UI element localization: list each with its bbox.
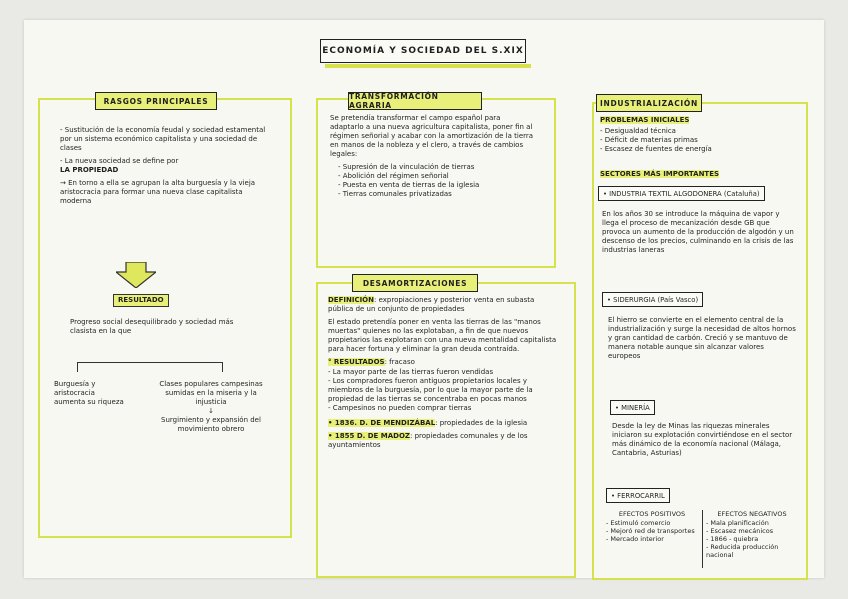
indus-heading-text: INDUSTRIALIZACIÓN xyxy=(600,98,698,108)
desamort-d2-label: • 1855 D. DE MADOZ xyxy=(328,432,410,440)
rasgos-right2: ↓ xyxy=(208,407,214,415)
rasgos-p2: - La nueva sociedad se define por xyxy=(60,157,179,165)
rasgos-right-branch xyxy=(158,380,264,434)
desamort-res-item: - La mayor parte de las tierras fueron vendidas xyxy=(328,368,494,376)
desamort-p2: El estado pretendía poner en venta las tierras de las "manos muertas" quienes no las explotaban, a fin de que nuevos propietarios las explotaran con una nueva mentalidad capitalista para hacer fortuna y eliminar la gran deuda contraída. xyxy=(328,318,557,353)
arrow-down-icon xyxy=(116,262,156,288)
indus-heading xyxy=(596,94,702,112)
resultado-label: RESULTADO xyxy=(113,294,169,307)
efectos-negativos xyxy=(706,510,798,559)
textil-text: En los años 30 se introduce la máquina de vapor y llega el proceso de mecanización desde GB que provoca un aumento de la producción de algodón y un descenso de los precios, culminando en la crisis de las industrias laneras xyxy=(602,210,794,254)
neg-item: - Reducida producción nacional xyxy=(706,543,779,559)
rasgos-right3: Surgimiento y expansión del movimiento obrero xyxy=(161,416,261,433)
mineria-box-text: • MINERÍA xyxy=(615,403,650,412)
agraria-text xyxy=(330,114,536,199)
neg-head: EFECTOS NEGATIVOS xyxy=(717,510,787,518)
desamort-res xyxy=(328,358,558,367)
desamort-res-item: - Campesinos no pueden comprar tierras xyxy=(328,404,472,412)
indus-prob-label: PROBLEMAS INICIALES xyxy=(600,116,690,124)
agraria-item: - Supresión de la vinculación de tierras xyxy=(338,163,475,171)
desamort-res-item: - Los compradores fueron antiguos propietarios locales y miembros de la burguesía, por lo que la mayor parte de la propiedad de las tierras se concentraba en pocas manos xyxy=(328,377,533,403)
tree-line-h xyxy=(77,362,222,363)
neg-item: - Mala planificación xyxy=(706,519,769,527)
agraria-intro: Se pretendía transformar el campo español para adaptarlo a una nueva agricultura capitalista, poner fin al régimen señorial y acabar con la amortización de la tierra en manos de la nobleza y el clero, a través de cambios legales: xyxy=(330,114,534,158)
desamort-text xyxy=(328,296,558,454)
rasgos-left-branch: Burguesía y aristocracia aumenta su riqueza xyxy=(54,380,124,406)
agraria-heading xyxy=(348,92,482,110)
desamort-def xyxy=(328,296,558,314)
indus-prob-item: - Desigualdad técnica xyxy=(600,127,676,135)
pos-item: - Mercado interior xyxy=(606,535,664,543)
siderurgia-text: El hierro se convierte en el elemento central de la industrialización y surge la necesidad de altos hornos y gran cantidad de carbón. Creció y se mantuvo de manera notable aunque sin alcanzar valores europeos xyxy=(608,316,796,360)
desamort-res-label: ° RESULTADOS xyxy=(328,358,385,366)
agraria-item: - Abolición del régimen señorial xyxy=(338,172,449,180)
rasgos-heading-text: RASGOS PRINCIPALES xyxy=(103,96,209,106)
indus-problemas xyxy=(600,116,796,154)
efectos-positivos xyxy=(606,510,698,543)
desamort-d1-text: : propiedades de la iglesia xyxy=(435,419,528,427)
textil-box xyxy=(598,186,765,201)
siderurgia-box-text: • SIDERURGIA (País Vasco) xyxy=(607,295,699,304)
pos-head: EFECTOS POSITIVOS xyxy=(618,510,686,518)
page-title-text: ECONOMÍA Y SOCIEDAD DEL S.XIX xyxy=(322,46,524,56)
desamort-d2 xyxy=(328,432,558,450)
desamort-d1 xyxy=(328,419,558,428)
mineria-text: Desde la ley de Minas las riquezas minerales iniciaron su explotación convirtiéndose en el sector más dinámico de la economía nacional (Málaga, Cantabria, Asturias) xyxy=(612,422,793,457)
efectos-divider xyxy=(702,510,703,568)
pos-item: - Estimuló comercio xyxy=(606,519,671,527)
indus-sectores xyxy=(600,170,719,179)
desamort-heading-text: DESAMORTIZACIONES xyxy=(362,278,468,288)
textil-box-text: • INDUSTRIA TEXTIL ALGODONERA (Cataluña) xyxy=(603,189,760,198)
agraria-heading-text: TRANSFORMACIÓN AGRARIA xyxy=(349,92,439,110)
desamort-res-text: : fracaso xyxy=(384,358,415,366)
rasgos-p1: - Sustitución de la economía feudal y sociedad estamental por un sistema económico capitalista y una sociedad de clases xyxy=(60,126,266,152)
rasgos-p2b: LA PROPIEDAD xyxy=(60,166,119,174)
ferrocarril-box-text: • FERROCARRIL xyxy=(611,491,665,500)
page-title xyxy=(320,39,526,63)
rasgos-right1: Clases populares campesinas sumidas en la miseria y la injusticia xyxy=(159,380,263,406)
mineria-box xyxy=(610,400,655,415)
indus-prob-item: - Escasez de fuentes de energía xyxy=(600,145,712,153)
pos-item: - Mejoró red de transportes xyxy=(606,527,695,535)
rasgos-p4: Progreso social desequilibrado y sociedad más clasista en la que xyxy=(70,318,234,335)
desamort-heading xyxy=(352,274,478,292)
tree-line-left xyxy=(77,362,78,372)
ferrocarril-box xyxy=(606,488,670,503)
desamort-def-text: : expropiaciones y posterior venta en subasta pública de un conjunto de propiedades xyxy=(328,296,535,313)
agraria-item: - Tierras comunales privatizadas xyxy=(338,190,452,198)
rasgos-p3: → En torno a ella se agrupan la alta burguesía y la vieja aristocracia para formar una nueva clase capitalista moderna xyxy=(60,179,256,205)
tree-line-right xyxy=(222,362,223,372)
desamort-d1-label: • 1836. D. DE MENDIZÁBAL xyxy=(328,419,436,427)
neg-item: - 1866 - quiebra xyxy=(706,535,759,543)
desamort-d2-text: : propiedades comunales y de los ayuntamientos xyxy=(328,432,528,449)
rasgos-text xyxy=(60,126,268,210)
neg-item: - Escasez mecánicos xyxy=(706,527,774,535)
desamort-def-label: DEFINICIÓN xyxy=(328,296,374,304)
rasgos-heading xyxy=(95,92,217,110)
siderurgia-box xyxy=(602,292,703,307)
indus-prob-item: - Déficit de materias primas xyxy=(600,136,698,144)
agraria-item: - Puesta en venta de tierras de la iglesia xyxy=(338,181,480,189)
indus-sect-label: SECTORES MÁS IMPORTANTES xyxy=(600,170,720,178)
